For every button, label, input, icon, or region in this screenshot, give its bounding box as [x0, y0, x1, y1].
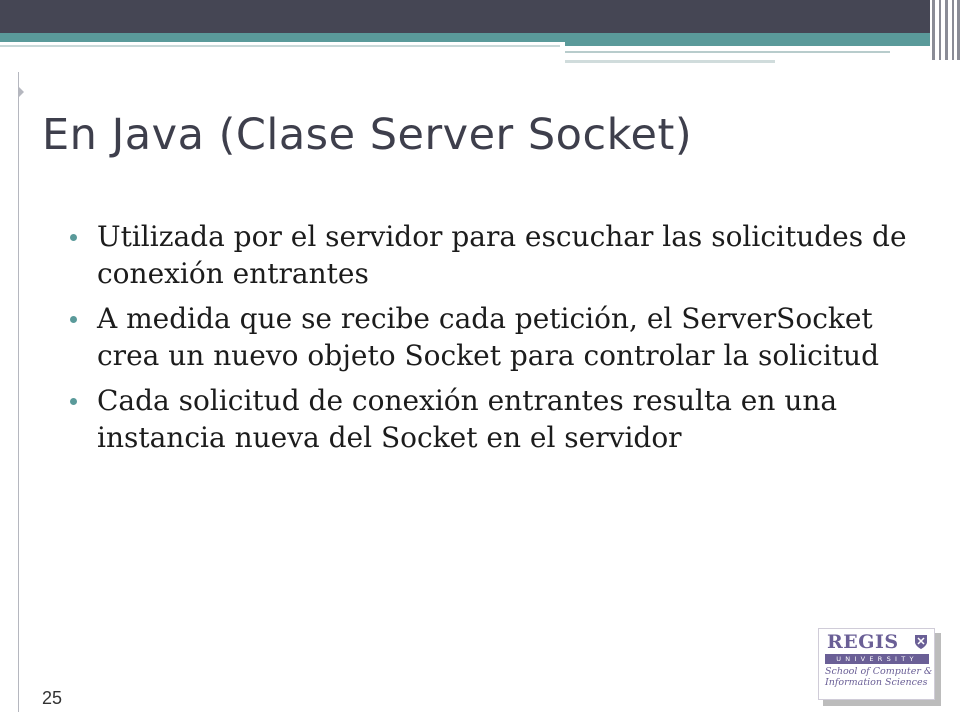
- bullet-text: Utilizada por el servidor para escuchar las solicitudes de conexión entrantes: [97, 220, 907, 290]
- logo-card: [818, 628, 935, 700]
- bullet-item: [70, 218, 920, 292]
- header-rule: [565, 60, 775, 63]
- bullet-dot-icon: [70, 398, 77, 405]
- slide-number: 25: [42, 688, 63, 708]
- bullet-item: [70, 300, 920, 374]
- left-vertical-rule: [18, 72, 19, 712]
- bullet-text: A medida que se recibe cada petición, el ServerSocket crea un nuevo objeto Socket para controlar la solicitud: [97, 302, 879, 372]
- regis-university-logo: [818, 628, 943, 708]
- shield-icon: [914, 634, 928, 650]
- left-rule-marker: [18, 86, 24, 98]
- header-accent-extension: [565, 42, 930, 46]
- header-stripes: [930, 0, 960, 60]
- bullet-text: Cada solicitud de conexión entrantes resulta en una instancia nueva del Socket en el servidor: [97, 384, 838, 454]
- bullet-dot-icon: [70, 316, 77, 323]
- logo-school-name: [825, 666, 931, 688]
- header-accent-bar: [0, 33, 930, 42]
- header-rule: [565, 51, 890, 53]
- logo-school-line: School of Computer &: [825, 666, 933, 677]
- slide-title: En Java (Clase Server Socket): [42, 110, 693, 160]
- logo-university-band: UNIVERSITY: [825, 654, 929, 664]
- bullet-list: [70, 218, 920, 464]
- logo-wordmark: REGIS: [827, 631, 899, 653]
- logo-school-line: Information Sciences: [825, 677, 928, 688]
- header-rule: [0, 45, 560, 47]
- bullet-dot-icon: [70, 234, 77, 241]
- bullet-item: [70, 382, 920, 456]
- header-bar: [0, 0, 930, 33]
